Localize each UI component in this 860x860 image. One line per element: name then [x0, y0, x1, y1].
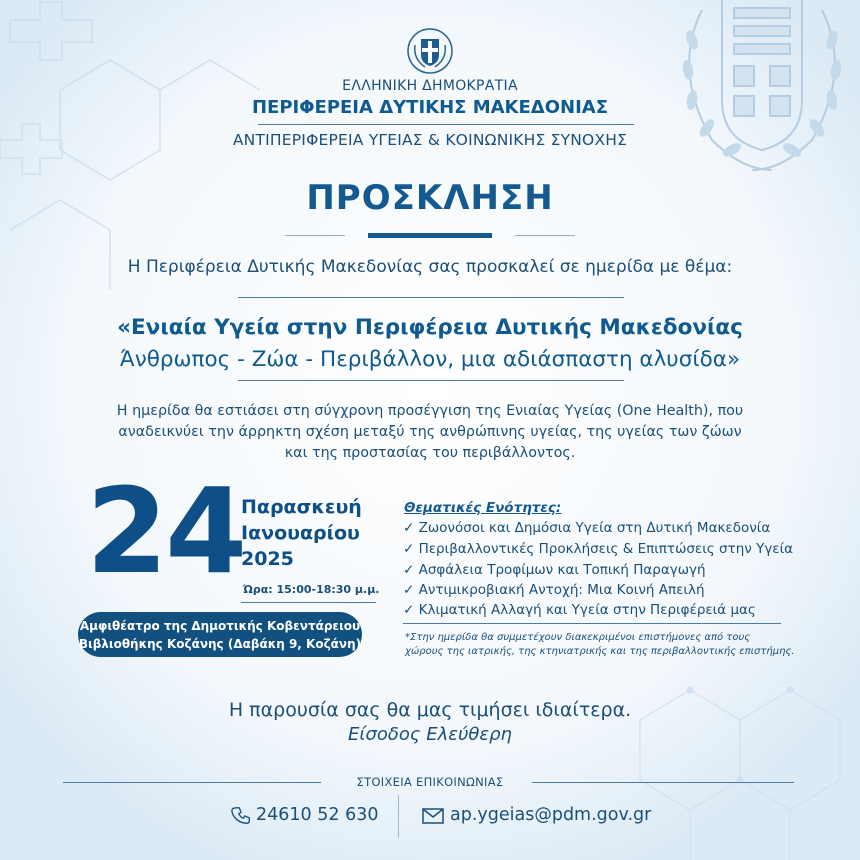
divider: [532, 782, 794, 783]
event-day-number: 24: [86, 462, 245, 600]
divider: [238, 297, 624, 298]
divider: [403, 623, 781, 624]
phone-icon: [231, 805, 253, 827]
event-year: 2025: [241, 548, 294, 570]
contact-heading: ΣΤΟΙΧΕΙΑ ΕΠΙΚΟΙΝΩΝΙΑΣ: [356, 775, 504, 789]
closing-text: Η παρουσία σας θα μας τιμήσει ιδιαίτερα.: [228, 699, 632, 721]
divider: [241, 602, 376, 603]
participants-note: χώρους της ιατρικής, της κτηνιατρικής και της περιβαλλοντικής επιστήμης.: [405, 646, 795, 657]
event-time: Ώρα: 15:00-18:30 μ.μ.: [243, 583, 380, 596]
page-title: ΠΡΟΣΚΛΗΣΗ: [306, 178, 554, 218]
venue-line1: Αμφιθέατρο της Δημοτικής Κοβεντάρειου: [79, 619, 361, 633]
topic-item: ✓ Ασφάλεια Τροφίμων και Τοπική Παραγωγή: [403, 562, 706, 578]
topic-item: ✓ Αντιμικροβιακή Αντοχή: Μια Κοινή Απειλή: [403, 582, 705, 598]
divider: [515, 235, 575, 236]
phone-number[interactable]: 24610 52 630: [256, 805, 379, 825]
theme-title-line1: «Ενιαία Υγεία στην Περιφέρεια Δυτικής Μακεδονίας: [117, 315, 743, 340]
participants-note: *Στην ημερίδα θα συμμετέχουν διακεκριμένοι επιστήμονες από τους: [405, 632, 751, 643]
divider: [258, 124, 634, 125]
topic-item: ✓ Περιβαλλοντικές Προκλήσεις & Επιπτώσεις στην Υγεία: [403, 541, 794, 557]
divider: [238, 380, 624, 381]
description-line: Η ημερίδα θα εστιάσει στη σύγχρονη προσέγγιση της Ενιαίας Υγείας (One Health), που: [116, 403, 744, 419]
greek-emblem-icon: [406, 27, 454, 75]
email-address[interactable]: ap.ygeias@pdm.gov.gr: [450, 805, 652, 825]
topic-item: ✓ Κλιματική Αλλαγή και Υγεία στην Περιφέρειά μας: [403, 602, 756, 618]
republic-label: ΕΛΛΗΝΙΚΗ ΔΗΜΟΚΡΑΤΙΑ: [342, 78, 518, 94]
divider: [285, 235, 345, 236]
mail-icon: [422, 807, 444, 825]
title-underline: [368, 233, 492, 238]
venue-badge: [78, 612, 362, 657]
description-line: και της προστασίας του περιβάλλοντος.: [284, 445, 576, 461]
topics-heading: Θεματικές Ενότητες:: [404, 500, 562, 516]
theme-title-line2: Άνθρωπος - Ζώα - Περιβάλλον, μια αδιάσπαστη αλυσίδα»: [119, 347, 741, 372]
topic-item: ✓ Ζωονόσοι και Δημόσια Υγεία στη Δυτική Μακεδονία: [403, 520, 771, 536]
event-month: Ιανουαρίου: [241, 522, 360, 544]
event-weekday: Παρασκευή: [241, 496, 362, 518]
department-name: ΑΝΤΙΠΕΡΙΦΕΡΕΙΑ ΥΓΕΙΑΣ & ΚΟΙΝΩΝΙΚΗΣ ΣΥΝΟΧΗΣ: [232, 131, 628, 149]
free-entry-text: Είσοδος Ελεύθερη: [348, 724, 512, 745]
venue-line2: Βιβλιοθήκης Κοζάνης (Δαβάκη 9, Κοζάνη): [78, 637, 362, 651]
region-name: ΠΕΡΙΦΕΡΕΙΑ ΔΥΤΙΚΗΣ ΜΑΚΕΔΟΝΙΑΣ: [251, 97, 609, 118]
intro-text: Η Περιφέρεια Δυτικής Μακεδονίας σας προσκαλεί σε ημερίδα με θέμα:: [127, 257, 733, 277]
description-line: αναδεικνύει την άρρηκτη σχέση μεταξύ της ανθρώπινης υγείας, της υγείας των ζώων: [118, 424, 742, 440]
divider: [398, 795, 399, 838]
